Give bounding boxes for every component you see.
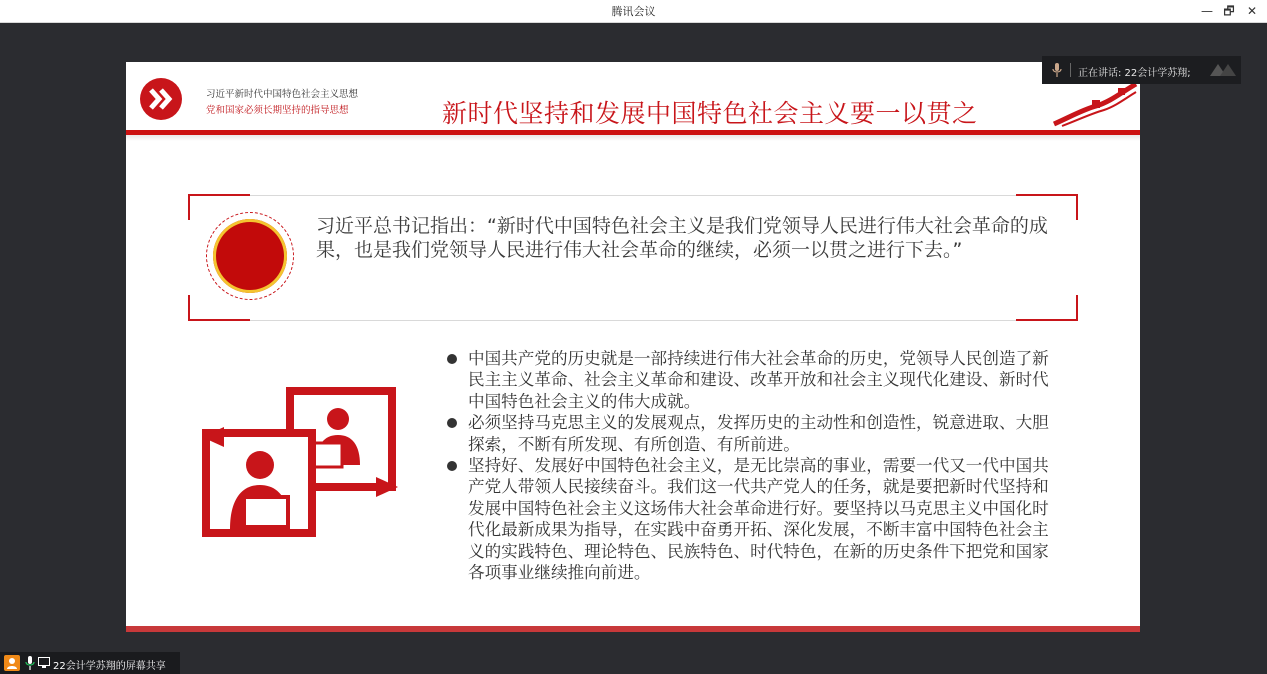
mic-icon[interactable] [25,656,35,670]
quote-dot-icon [213,219,287,293]
title-bar [0,0,1267,23]
speaker-label: 正在讲话: 22会计学苏翔; [1078,68,1191,79]
header-shadow [126,135,1140,141]
quote-text: 习近平总书记指出：“新时代中国特色社会主义是我们党领导人民进行伟大社会革命的成果，也是我们党领导人民进行伟大社会革命的继续，必须一以贯之进行下去。” [316,215,1048,261]
speaker-indicator[interactable] [1042,56,1241,84]
window-title: 腾讯会议 [611,5,656,18]
bullet-item: 坚持好、发展好中国特色社会主义，是无比崇高的事业，需要一代又一代中国共产党人带领人民接续奋斗。我们这一代共产党人的任务，就是要把新时代坚持和发展中国特色社会主义这场伟大社会革命进行好。要坚持以马克思主义中国化时代化最新成果为指导，在实践中奋勇开拓、深化发展，不断丰富中国特色社会主义的实践特色、理论特色、民族特色、时代特色，在新的历史条件下把党和国家各项事业继续推向前进。 [444,455,1064,583]
restore-button[interactable]: 🗗 [1223,4,1235,18]
speaker-avatar-icon [1210,62,1236,78]
user-icon [4,655,20,671]
divider [1070,63,1071,77]
screen-share-status[interactable] [0,652,180,674]
shared-slide [126,62,1140,632]
slide-bottom-bar [126,626,1140,632]
presenter-icon [202,387,398,537]
great-wall-icon [1052,80,1138,128]
logo-chevron-icon [140,78,182,120]
close-button[interactable]: ✕ [1246,4,1258,18]
logo-subtitle-2: 党和国家必须长期坚持的指导思想 [206,105,349,116]
screen-share-label: 22会计学苏翔的屏幕共享 [53,661,166,672]
bullet-item: 必须坚持马克思主义的发展观点，发挥历史的主动性和创造性，锐意进取、大胆探索，不断有所发现、有所创造、有所前进。 [444,412,1064,455]
slide-title: 新时代坚持和发展中国特色社会主义要一以贯之 [442,99,978,128]
quote-corner [1016,295,1078,321]
bullet-list [444,348,1064,583]
logo-subtitle-1: 习近平新时代中国特色社会主义思想 [206,89,359,100]
mic-icon [1052,63,1062,77]
minimize-button[interactable]: — [1201,4,1213,18]
bullet-item: 中国共产党的历史就是一部持续进行伟大社会革命的历史，党领导人民创造了新民主主义革命、社会主义革命和建设、改革开放和社会主义现代化建设、新时代中国特色社会主义的伟大成就。 [444,348,1064,412]
screen-share-icon [38,657,50,668]
